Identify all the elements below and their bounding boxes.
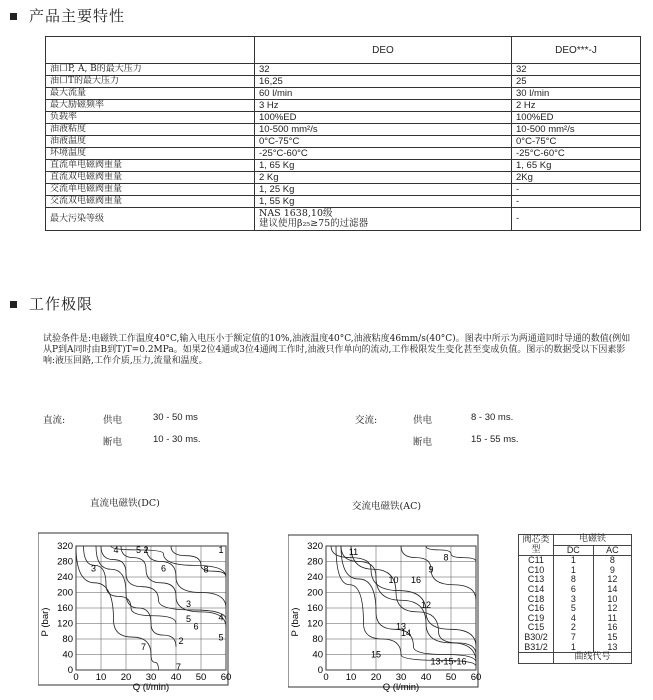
spec-deo-j-value: - bbox=[512, 196, 641, 208]
y-tick-label: 280 bbox=[57, 556, 73, 568]
y-tick-label: 200 bbox=[57, 587, 73, 599]
spec-param: 油液温度 bbox=[46, 136, 255, 148]
legend-valve: C13 bbox=[519, 575, 554, 585]
dc-off-value: 10 - 30 ms. bbox=[153, 434, 201, 445]
legend-dc-code: 3 bbox=[554, 595, 594, 605]
curve-code-table bbox=[518, 534, 632, 664]
x-tick-label: 20 bbox=[120, 672, 132, 683]
spec-deo-value: 1, 65 Kg bbox=[255, 160, 512, 172]
legend-header-row bbox=[519, 535, 632, 546]
y-tick-label: 80 bbox=[62, 634, 73, 645]
spec-param: 直流双电磁阀重量 bbox=[46, 172, 255, 184]
series-line bbox=[341, 546, 476, 662]
spec-param: 最大流量 bbox=[46, 88, 255, 100]
legend-dc-code: 1 bbox=[554, 556, 594, 566]
spec-deo-value: 0°C-75°C bbox=[255, 136, 512, 148]
legend-ac-code: 12 bbox=[593, 604, 631, 614]
dc-off-label: 断电 bbox=[103, 437, 123, 448]
x-tick-label: 50 bbox=[445, 672, 457, 683]
y-tick-label: 40 bbox=[62, 649, 73, 661]
spec-header-deo-j: DEO***-J bbox=[512, 37, 641, 64]
curve-label: 14 bbox=[400, 627, 412, 638]
x-tick-label: 60 bbox=[220, 672, 232, 683]
test-conditions-text: 试验条件是:电磁铁工作温度40°C,输入电压小于额定值的10%,油液温度40°C,油液粘度46mm/s(40°C)。图表中所示为两通道同时导通的数值(例如从P到A同时由B到T)T=0.2MPa。如果2位4通或3位4通阀工作时,油液只作单向的流动,工作极限发生变化甚至变成负值。图示的数据受以下因素影响:液压回路,工作介质,压力,流量和温度。 bbox=[43, 334, 631, 366]
spec-row bbox=[46, 64, 641, 76]
x-tick-label: 0 bbox=[73, 672, 79, 683]
spec-header-deo: DEO bbox=[255, 37, 512, 64]
legend-dc-code: 7 bbox=[554, 633, 594, 643]
dc-on-label: 供电 bbox=[103, 415, 123, 426]
legend-dc-code: 1 bbox=[554, 643, 594, 653]
curve-label: 7 bbox=[175, 661, 182, 672]
spec-deo-value: 60 l/min bbox=[255, 88, 512, 100]
curve-label: 12 bbox=[420, 599, 432, 610]
x-tick-label: 40 bbox=[170, 672, 182, 683]
legend-header-dc: DC bbox=[554, 545, 594, 556]
spec-deo-j-value: 1, 65 Kg bbox=[512, 160, 641, 172]
legend-ac-code: 9 bbox=[593, 566, 631, 576]
legend-ac-code: 10 bbox=[593, 595, 631, 605]
curve-label: 4 bbox=[113, 544, 119, 555]
legend-ac-code: 16 bbox=[593, 623, 631, 633]
legend-dc-code: 5 bbox=[554, 604, 594, 614]
ac-off-value: 15 - 55 ms. bbox=[471, 434, 519, 445]
curve-label: 2 bbox=[143, 544, 149, 555]
y-tick-label: 240 bbox=[307, 572, 323, 583]
spec-deo-value bbox=[255, 208, 512, 231]
y-axis-label: P (bar) bbox=[290, 607, 301, 637]
y-tick-label: 0 bbox=[67, 665, 73, 676]
y-tick-label: 40 bbox=[312, 649, 323, 661]
legend-valve: C15 bbox=[519, 623, 554, 633]
legend-valve: B30/2 bbox=[519, 633, 554, 643]
spec-row bbox=[46, 172, 641, 184]
spec-param: 交流双电磁阀重量 bbox=[46, 196, 255, 208]
legend-ac-code: 13 bbox=[593, 643, 631, 653]
spec-deo-value: 3 Hz bbox=[255, 100, 512, 112]
dc-chart-title: 直流电磁铁(DC) bbox=[90, 498, 160, 509]
y-tick-label: 120 bbox=[307, 618, 323, 630]
spec-deo-j-value: 2 Hz bbox=[512, 100, 641, 112]
series-line bbox=[121, 546, 226, 627]
contamination-line1: NAS 1638,10级 bbox=[259, 208, 333, 219]
spec-deo-value: 2 Kg bbox=[255, 172, 512, 184]
legend-dc-code: 1 bbox=[554, 566, 594, 576]
y-tick-label: 240 bbox=[57, 572, 73, 583]
x-axis-label: Q (l/min) bbox=[132, 682, 170, 693]
x-tick-label: 30 bbox=[395, 672, 407, 683]
curve-label: 3 bbox=[90, 563, 97, 574]
curve-label: 13-15-16 bbox=[430, 656, 467, 667]
curve-label: 2 bbox=[178, 635, 184, 646]
spec-deo-j-value: 30 l/min bbox=[512, 88, 641, 100]
legend-valve: C10 bbox=[519, 566, 554, 576]
y-tick-label: 160 bbox=[307, 603, 323, 614]
curve-label: 10 bbox=[388, 575, 399, 586]
legend-dc-code: 6 bbox=[554, 585, 594, 595]
curve-label: 11 bbox=[348, 547, 359, 558]
legend-header-ac: AC bbox=[593, 545, 631, 556]
curve-label: 3 bbox=[185, 599, 192, 610]
spec-deo-j-value: 10-500 mm²/s bbox=[512, 124, 641, 136]
ac-timing-label: 交流: bbox=[355, 415, 378, 426]
spec-row bbox=[46, 148, 641, 160]
spec-deo-j-value: 25 bbox=[512, 76, 641, 88]
spec-param: 直流单电磁阀重量 bbox=[46, 160, 255, 172]
spec-deo-value: 10-500 mm²/s bbox=[255, 124, 512, 136]
legend-ac-code: 8 bbox=[593, 556, 631, 566]
x-axis-label: Q (l/min) bbox=[382, 682, 420, 693]
spec-row bbox=[46, 124, 641, 136]
spec-header-row bbox=[46, 37, 641, 64]
features-section-title: 产品主要特性 bbox=[10, 5, 125, 26]
spec-table bbox=[45, 36, 641, 231]
spec-deo-j-value: 100%ED bbox=[512, 112, 641, 124]
x-tick-label: 10 bbox=[95, 672, 107, 683]
ac-chart-title: 交流电磁铁(AC) bbox=[352, 501, 422, 512]
spec-row bbox=[46, 196, 641, 208]
curve-label: 9 bbox=[428, 564, 434, 575]
y-tick-label: 0 bbox=[317, 665, 323, 676]
spec-row-contamination bbox=[46, 208, 641, 231]
curve-label: 5 bbox=[185, 613, 192, 624]
legend-valve: C18 bbox=[519, 595, 554, 605]
curve-label: 8 bbox=[443, 552, 449, 563]
series-line bbox=[341, 546, 476, 662]
spec-deo-j-value: 2Kg bbox=[512, 172, 641, 184]
spec-deo-j-value: 0°C-75°C bbox=[512, 136, 641, 148]
y-axis-label: P (bar) bbox=[40, 607, 51, 637]
ac-on-value: 8 - 30 ms. bbox=[471, 412, 514, 423]
x-tick-label: 20 bbox=[370, 672, 382, 683]
y-tick-label: 320 bbox=[57, 541, 73, 552]
y-tick-label: 280 bbox=[307, 556, 323, 568]
legend-ac-code: 15 bbox=[593, 633, 631, 643]
spec-row bbox=[46, 160, 641, 172]
spec-param: 最大污染等级 bbox=[46, 208, 255, 231]
ac-chart bbox=[288, 534, 492, 700]
x-tick-label: 30 bbox=[145, 672, 157, 683]
spec-param: 最大励磁频率 bbox=[46, 100, 255, 112]
spec-param: 油口T的最大压力 bbox=[46, 76, 255, 88]
legend-header-solenoid: 电磁铁 bbox=[554, 535, 632, 546]
spec-param: 负载率 bbox=[46, 112, 255, 124]
legend-valve: C19 bbox=[519, 614, 554, 624]
x-tick-label: 60 bbox=[470, 672, 482, 683]
legend-valve: C11 bbox=[519, 556, 554, 566]
curve-label: 13 bbox=[395, 621, 407, 632]
series-line bbox=[96, 546, 176, 647]
curve-label: 5 bbox=[218, 632, 224, 643]
legend-valve: C14 bbox=[519, 585, 554, 595]
spec-deo-j-value: -25°C-60°C bbox=[512, 148, 641, 160]
ac-off-label: 断电 bbox=[413, 437, 433, 448]
spec-deo-value: 100%ED bbox=[255, 112, 512, 124]
limits-section-title: 工作极限 bbox=[10, 293, 93, 314]
y-tick-label: 120 bbox=[57, 618, 73, 630]
curve-label: 16 bbox=[410, 575, 422, 586]
spec-deo-value: 1, 55 Kg bbox=[255, 196, 512, 208]
curve-label: 6 bbox=[193, 621, 199, 632]
spec-header-blank bbox=[46, 37, 255, 64]
y-tick-label: 200 bbox=[307, 587, 323, 599]
spec-row bbox=[46, 88, 641, 100]
spec-row bbox=[46, 136, 641, 148]
spec-param: 油口P, A, B的最大压力 bbox=[46, 64, 255, 76]
x-tick-label: 10 bbox=[345, 672, 357, 683]
spec-row bbox=[46, 100, 641, 112]
curve-label: 6 bbox=[160, 563, 167, 574]
legend-dc-code: 4 bbox=[554, 614, 594, 624]
curve-label: 7 bbox=[140, 641, 147, 652]
spec-param: 环境温度 bbox=[46, 148, 255, 160]
spec-deo-value: -25°C-60°C bbox=[255, 148, 512, 160]
dc-chart bbox=[38, 532, 238, 700]
curve-label: 5 bbox=[135, 544, 142, 555]
curve-label: 1 bbox=[218, 544, 224, 555]
ac-on-label: 供电 bbox=[413, 415, 433, 426]
bullet-square-icon bbox=[10, 13, 17, 20]
legend-ac-code: 11 bbox=[593, 614, 631, 624]
spec-deo-j-value: 32 bbox=[512, 64, 641, 76]
spec-deo-j-value: - bbox=[512, 208, 641, 231]
legend-dc-code: 8 bbox=[554, 575, 594, 585]
y-tick-label: 160 bbox=[57, 603, 73, 614]
legend-header-valve: 阀芯类型 bbox=[519, 535, 554, 556]
curve-label: 4 bbox=[218, 612, 224, 623]
legend-valve: C16 bbox=[519, 604, 554, 614]
legend-ac-code: 14 bbox=[593, 585, 631, 595]
spec-deo-value: 32 bbox=[255, 64, 512, 76]
x-tick-label: 0 bbox=[323, 672, 329, 683]
curve-label: 8 bbox=[203, 564, 209, 575]
curve-label: 15 bbox=[370, 649, 382, 660]
legend-footer-row bbox=[519, 653, 632, 664]
spec-param: 交流单电磁阀重量 bbox=[46, 184, 255, 196]
bullet-square-icon bbox=[10, 301, 17, 308]
series-line bbox=[348, 546, 476, 655]
y-tick-label: 320 bbox=[307, 541, 323, 552]
spec-param: 油液粘度 bbox=[46, 124, 255, 136]
x-tick-label: 40 bbox=[420, 672, 432, 683]
legend-valve: B31/2 bbox=[519, 643, 554, 653]
dc-on-value: 30 - 50 ms bbox=[153, 412, 198, 423]
x-tick-label: 50 bbox=[195, 672, 207, 683]
legend-dc-code: 2 bbox=[554, 623, 594, 633]
legend-ac-code: 12 bbox=[593, 575, 631, 585]
legend-footer: 曲线代号 bbox=[554, 653, 632, 664]
spec-deo-j-value: - bbox=[512, 184, 641, 196]
spec-row bbox=[46, 76, 641, 88]
dc-timing-label: 直流: bbox=[43, 415, 66, 426]
contamination-line2: 建议使用β₂₅≥75的过滤器 bbox=[259, 218, 369, 229]
spec-deo-value: 1, 25 Kg bbox=[255, 184, 512, 196]
spec-row bbox=[46, 112, 641, 124]
y-tick-label: 80 bbox=[312, 634, 323, 645]
spec-deo-value: 16,25 bbox=[255, 76, 512, 88]
spec-row bbox=[46, 184, 641, 196]
